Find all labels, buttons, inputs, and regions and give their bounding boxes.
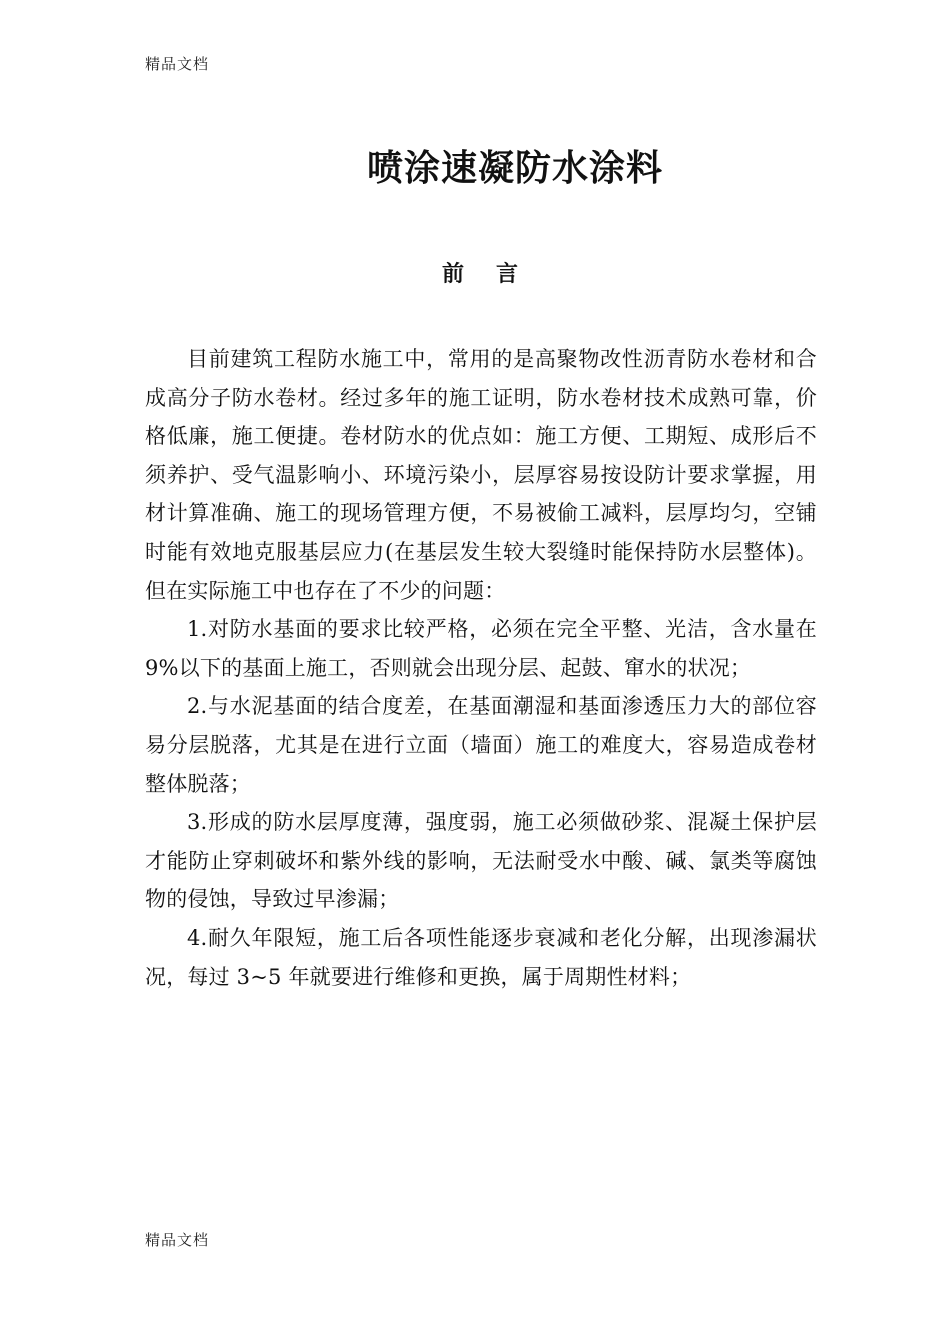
footer-watermark: 精品文档 bbox=[145, 1231, 210, 1249]
header-watermark: 精品文档 bbox=[145, 55, 210, 73]
body-paragraph-intro: 目前建筑工程防水施工中，常用的是高聚物改性沥青防水卷材和合成高分子防水卷材。经过多年的施工证明，防水卷材技术成熟可靠，价格低廉，施工便捷。卷材防水的优点如：施工方便、工期短、成形后不须养护、受气温影响小、环境污染小，层厚容易按设防计要求掌握，用材计算准确、施工的现场管理方便，不易被偷工减料，层厚均匀，空铺时能有效地克服基层应力(在基层发生较大裂缝时能保持防水层整体)。但在实际施工中也存在了不少的问题： bbox=[145, 347, 817, 603]
body-paragraph-point-4: 4.耐久年限短，施工后各项性能逐步衰减和老化分解，出现渗漏状况，每过 3~5 年就要进行维修和更换，属于周期性材料； bbox=[145, 925, 817, 989]
body-paragraph-point-2: 2.与水泥基面的结合度差，在基面潮湿和基面渗透压力大的部位容易分层脱落，尤其是在进行立面（墙面）施工的难度大，容易造成卷材整体脱落； bbox=[145, 694, 817, 796]
body-paragraph-point-1: 1.对防水基面的要求比较严格，必须在完全平整、光洁，含水量在 9%以下的基面上施工，否则就会出现分层、起鼓、窜水的状况； bbox=[145, 617, 817, 680]
document-title: 喷涂速凝防水涂料 bbox=[366, 147, 663, 189]
section-heading-preface: 前言 bbox=[441, 261, 550, 287]
body-paragraph-point-3: 3.形成的防水层厚度薄，强度弱，施工必须做砂浆、混凝土保护层才能防止穿刺破坏和紫外线的影响，无法耐受水中酸、碱、氯类等腐蚀物的侵蚀，导致过早渗漏； bbox=[145, 810, 817, 912]
document-body bbox=[145, 340, 817, 996]
